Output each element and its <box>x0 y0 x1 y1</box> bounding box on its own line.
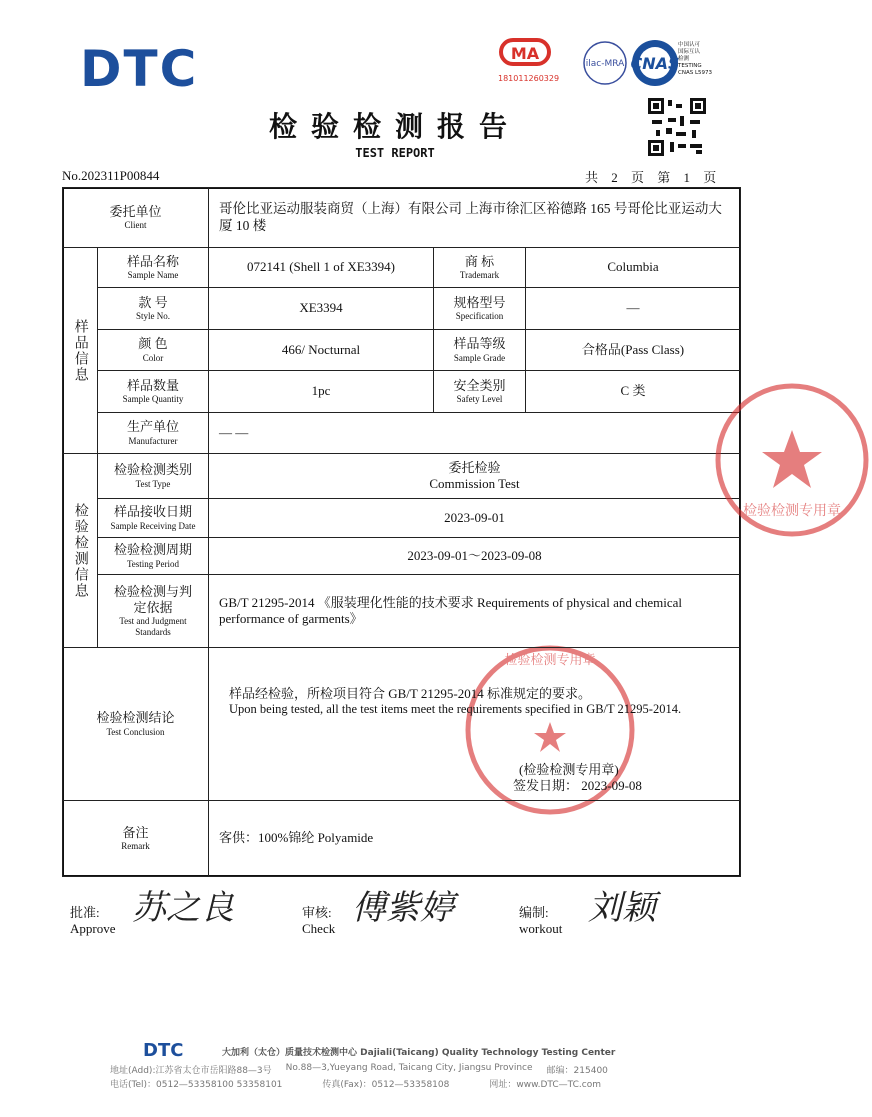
remark-value: 客供：100%锦纶 Polyamide <box>208 800 741 877</box>
color-label: 颜 色 Color <box>97 329 209 371</box>
conclusion-value <box>208 647 741 801</box>
footer-address: 地址(Add):江苏省太仓市岳阳路88—3号 No.88—3,Yueyang Road, Taicang City, Jiangsu Province 邮编：215400 <box>110 1063 608 1076</box>
approve-signature: 苏之良 <box>132 888 234 928</box>
svg-text:检验检测专用章: 检验检测专用章 <box>504 653 596 668</box>
page-count: 共 2 页 第 1 页 <box>585 170 717 185</box>
sample-name-label: 样品名称 Sample Name <box>97 247 209 288</box>
color-value: 466/ Nocturnal <box>208 329 434 371</box>
check-signature: 傅紫婷 <box>352 888 454 928</box>
approve-label: 批准: Approve <box>70 905 116 936</box>
conclusion-en: Upon being tested, all the test items meet the requirements specified in GB/T 21295-2014. <box>229 702 682 717</box>
safety-level-label: 安全类别 Safety Level <box>433 370 526 413</box>
standards-label: 检验检测与判定依据 Test and Judgment Standards <box>97 574 209 648</box>
style-no-label: 款 号 Style No. <box>97 287 209 330</box>
cma-code: 181011260329 <box>498 74 560 83</box>
specification-value: — <box>525 287 741 330</box>
edge-seal-stamp <box>712 380 872 540</box>
test-type-label: 检验检测类别 Test Type <box>97 453 209 499</box>
remark-label: 备注 Remark <box>62 800 209 877</box>
receiving-date-label: 样品接收日期 Sample Receiving Date <box>97 498 209 538</box>
manufacturer-value: — — <box>208 412 741 454</box>
workout-label: 编制: workout <box>519 905 563 936</box>
manufacturer-label: 生产单位 Manufacturer <box>97 412 209 454</box>
report-number: No.202311P00844 <box>62 168 160 183</box>
style-no-value: XE3394 <box>208 287 434 330</box>
standards-value: GB/T 21295-2014 《服装理化性能的技术要求 Requirements of physical and chemical performance of garments》 <box>208 574 741 648</box>
ilac-mra-logo <box>582 40 628 86</box>
trademark-value: Columbia <box>525 247 741 288</box>
check-label: 审核: Check <box>302 905 336 936</box>
svg-text:检验检测专用章: 检验检测专用章 <box>743 503 841 519</box>
conclusion-cn: 样品经检验，所检项目符合 GB/T 21295-2014 标准规定的要求。 <box>229 686 591 701</box>
sample-name-value: 072141 (Shell 1 of XE3394) <box>208 247 434 288</box>
report-subtitle: TEST REPORT <box>355 146 435 160</box>
svg-text:MA: MA <box>510 44 540 63</box>
cnas-logo <box>630 38 680 88</box>
sample-info-group: 样品信息 <box>62 247 98 454</box>
workout-signature: 刘颖 <box>588 888 656 928</box>
seal-note: (检验检测专用章) <box>519 761 619 777</box>
testing-period-value: 2023-09-01～2023-09-08 <box>208 537 741 575</box>
sample-grade-value: 合格品(Pass Class) <box>525 329 741 371</box>
footer-center-name: 大加利（太仓）质量技术检测中心 Dajiali(Taicang) Quality Technology Testing Center <box>222 1048 616 1058</box>
specification-label: 规格型号 Specification <box>433 287 526 330</box>
svg-text:ilac-MRA: ilac-MRA <box>585 59 625 69</box>
footer-contact: 电话(Tel)：0512—53358100 53358101 传真(Fax)：0512—53358108 网址：www.DTC—TC.com <box>110 1080 601 1090</box>
safety-level-value: C 类 <box>525 370 741 413</box>
cnas-caption: 中国认可 国际互认 检测 TESTING CNAS L5973 <box>678 42 713 76</box>
test-type-value: 委托检验 Commission Test <box>208 453 741 499</box>
footer-logo: DTC <box>143 1040 184 1061</box>
conclusion-label: 检验检测结论 Test Conclusion <box>62 647 209 801</box>
receiving-date-value: 2023-09-01 <box>208 498 741 538</box>
trademark-label: 商 标 Trademark <box>433 247 526 288</box>
client-label: 委托单位 Client <box>62 187 209 248</box>
svg-text:CNAS: CNAS <box>630 54 680 73</box>
issue-date: 签发日期： 2023-09-08 <box>513 778 642 794</box>
testing-period-label: 检验检测周期 Testing Period <box>97 537 209 575</box>
sample-grade-label: 样品等级 Sample Grade <box>433 329 526 371</box>
sample-quantity-label: 样品数量 Sample Quantity <box>97 370 209 413</box>
client-value: 哥伦比亚运动服装商贸（上海）有限公司 上海市徐汇区裕德路 165 号哥伦比亚运动大厦 10 楼 <box>208 187 741 248</box>
sample-quantity-value: 1pc <box>208 370 434 413</box>
report-title: 检验检测报告 <box>268 110 521 143</box>
test-info-group: 检验检测信息 <box>62 453 98 648</box>
dtc-logo: DTC <box>80 40 199 98</box>
